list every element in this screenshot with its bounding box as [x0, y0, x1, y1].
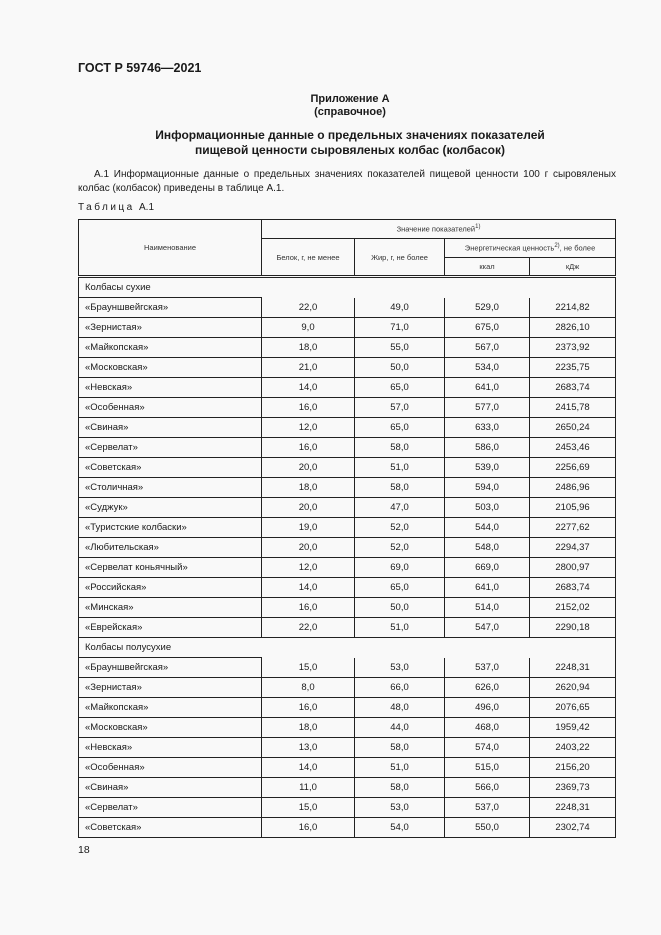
group-row: [79, 277, 616, 298]
intro-paragraph: А.1 Информационные данные о предельных значениях показателей пищевой ценности 100 г сыровяленых колбас (колбасок) приведены в таблице А.1.: [78, 169, 616, 194]
table-row: [79, 818, 616, 838]
name-cell: «Еврейская»: [79, 618, 262, 638]
kcal-cell: 675,0: [445, 318, 530, 338]
fat-cell: 69,0: [355, 558, 445, 578]
protein-cell: 9,0: [262, 318, 355, 338]
fat-cell: 58,0: [355, 438, 445, 458]
name-cell: «Российская»: [79, 578, 262, 598]
kcal-cell: 503,0: [445, 498, 530, 518]
kj-cell: 2403,22: [530, 738, 616, 758]
table-row: [79, 758, 616, 778]
kj-cell: 1959,42: [530, 718, 616, 738]
kj-cell: 2235,75: [530, 358, 616, 378]
table-row: [79, 718, 616, 738]
group-label: Колбасы полусухие: [79, 638, 616, 658]
table-label-word: Таблица: [78, 202, 135, 213]
protein-cell: 15,0: [262, 658, 355, 678]
name-cell: «Сервелат коньячный»: [79, 558, 262, 578]
kj-cell: 2076,65: [530, 698, 616, 718]
table-row: [79, 418, 616, 438]
group-label: Колбасы сухие: [79, 277, 616, 298]
protein-cell: 12,0: [262, 418, 355, 438]
protein-cell: 16,0: [262, 438, 355, 458]
table-row: [79, 318, 616, 338]
fat-cell: 51,0: [355, 758, 445, 778]
kcal-cell: 594,0: [445, 478, 530, 498]
kcal-cell: 626,0: [445, 678, 530, 698]
name-cell: «Любительская»: [79, 538, 262, 558]
fat-cell: 58,0: [355, 778, 445, 798]
table-row: [79, 558, 616, 578]
name-cell: «Свиная»: [79, 778, 262, 798]
kj-cell: 2294,37: [530, 538, 616, 558]
header-name: Наименование: [79, 220, 262, 277]
footnote-ref-1: 1): [475, 224, 481, 231]
kj-cell: 2105,96: [530, 498, 616, 518]
table-row: [79, 298, 616, 318]
table-label: [78, 202, 154, 213]
group-row: [79, 638, 616, 658]
header-kj: кДж: [530, 258, 616, 277]
footnote-ref-2: 2): [554, 243, 560, 250]
name-cell: «Майкопская»: [79, 698, 262, 718]
kj-cell: 2683,74: [530, 578, 616, 598]
name-cell: «Суджук»: [79, 498, 262, 518]
kcal-cell: 496,0: [445, 698, 530, 718]
fat-cell: 53,0: [355, 798, 445, 818]
table-row: [79, 338, 616, 358]
protein-cell: 22,0: [262, 618, 355, 638]
fat-cell: 65,0: [355, 378, 445, 398]
nutrition-table: [78, 219, 616, 838]
kcal-cell: 574,0: [445, 738, 530, 758]
kj-cell: 2248,31: [530, 658, 616, 678]
protein-cell: 20,0: [262, 538, 355, 558]
kcal-cell: 641,0: [445, 378, 530, 398]
name-cell: «Туристские колбаски»: [79, 518, 262, 538]
kcal-cell: 468,0: [445, 718, 530, 738]
protein-cell: 22,0: [262, 298, 355, 318]
kcal-cell: 544,0: [445, 518, 530, 538]
name-cell: «Свиная»: [79, 418, 262, 438]
fat-cell: 52,0: [355, 518, 445, 538]
table-row: [79, 398, 616, 418]
fat-cell: 54,0: [355, 818, 445, 838]
kcal-cell: 539,0: [445, 458, 530, 478]
kcal-cell: 566,0: [445, 778, 530, 798]
fat-cell: 71,0: [355, 318, 445, 338]
table-row: [79, 358, 616, 378]
kj-cell: 2290,18: [530, 618, 616, 638]
kj-cell: 2302,74: [530, 818, 616, 838]
fat-cell: 65,0: [355, 418, 445, 438]
table-row: [79, 698, 616, 718]
document-code: ГОСТ Р 59746—2021: [78, 61, 202, 75]
table-row: [79, 498, 616, 518]
protein-cell: 8,0: [262, 678, 355, 698]
name-cell: «Майкопская»: [79, 338, 262, 358]
kj-cell: 2152,02: [530, 598, 616, 618]
kcal-cell: 550,0: [445, 818, 530, 838]
table-row: [79, 738, 616, 758]
kj-cell: 2800,97: [530, 558, 616, 578]
kcal-cell: 514,0: [445, 598, 530, 618]
protein-cell: 18,0: [262, 718, 355, 738]
kcal-cell: 515,0: [445, 758, 530, 778]
name-cell: «Московская»: [79, 358, 262, 378]
fat-cell: 48,0: [355, 698, 445, 718]
header-fat: Жир, г, не более: [355, 239, 445, 277]
kj-cell: 2373,92: [530, 338, 616, 358]
kj-cell: 2620,94: [530, 678, 616, 698]
kj-cell: 2453,46: [530, 438, 616, 458]
kj-cell: 2650,24: [530, 418, 616, 438]
protein-cell: 18,0: [262, 338, 355, 358]
table-row: [79, 578, 616, 598]
name-cell: «Особенная»: [79, 758, 262, 778]
name-cell: «Столичная»: [79, 478, 262, 498]
name-cell: «Советская»: [79, 458, 262, 478]
kcal-cell: 547,0: [445, 618, 530, 638]
fat-cell: 49,0: [355, 298, 445, 318]
kj-cell: 2826,10: [530, 318, 616, 338]
table-row: [79, 598, 616, 618]
kj-cell: 2277,62: [530, 518, 616, 538]
name-cell: «Невская»: [79, 378, 262, 398]
kcal-cell: 586,0: [445, 438, 530, 458]
header-energy: Энергетическая ценность$^{2)}$, не более: [445, 239, 616, 258]
fat-cell: 50,0: [355, 358, 445, 378]
name-cell: «Зернистая»: [79, 678, 262, 698]
fat-cell: 58,0: [355, 738, 445, 758]
protein-cell: 19,0: [262, 518, 355, 538]
appendix-subtitle: (справочное): [314, 106, 386, 118]
name-cell: «Особенная»: [79, 398, 262, 418]
protein-cell: 20,0: [262, 458, 355, 478]
kj-cell: 2369,73: [530, 778, 616, 798]
section-title-line-2: пищевой ценности сыровяленых колбас (колбасок): [195, 143, 505, 157]
name-cell: «Невская»: [79, 738, 262, 758]
fat-cell: 44,0: [355, 718, 445, 738]
header-values-group: Значение показателей$^{1)}$: [262, 220, 616, 239]
fat-cell: 52,0: [355, 538, 445, 558]
fat-cell: 65,0: [355, 578, 445, 598]
fat-cell: 53,0: [355, 658, 445, 678]
kcal-cell: 529,0: [445, 298, 530, 318]
protein-cell: 21,0: [262, 358, 355, 378]
table-row: [79, 618, 616, 638]
kcal-cell: 537,0: [445, 658, 530, 678]
fat-cell: 47,0: [355, 498, 445, 518]
kj-cell: 2415,78: [530, 398, 616, 418]
kj-cell: 2214,82: [530, 298, 616, 318]
protein-cell: 15,0: [262, 798, 355, 818]
kcal-cell: 567,0: [445, 338, 530, 358]
section-title: [0, 128, 661, 158]
kcal-cell: 537,0: [445, 798, 530, 818]
protein-cell: 16,0: [262, 598, 355, 618]
kcal-cell: 669,0: [445, 558, 530, 578]
kcal-cell: 548,0: [445, 538, 530, 558]
protein-cell: 16,0: [262, 818, 355, 838]
kcal-cell: 534,0: [445, 358, 530, 378]
table-row: [79, 518, 616, 538]
kj-cell: 2248,31: [530, 798, 616, 818]
kj-cell: 2683,74: [530, 378, 616, 398]
kcal-cell: 577,0: [445, 398, 530, 418]
name-cell: «Московская»: [79, 718, 262, 738]
name-cell: «Зернистая»: [79, 318, 262, 338]
table-row: [79, 778, 616, 798]
kcal-cell: 633,0: [445, 418, 530, 438]
fat-cell: 57,0: [355, 398, 445, 418]
name-cell: «Брауншвейгская»: [79, 658, 262, 678]
fat-cell: 51,0: [355, 618, 445, 638]
fat-cell: 50,0: [355, 598, 445, 618]
header-kcal: ккал: [445, 258, 530, 277]
name-cell: «Советская»: [79, 818, 262, 838]
appendix-title: Приложение А: [310, 93, 390, 105]
page-number: 18: [78, 844, 90, 856]
protein-cell: 16,0: [262, 398, 355, 418]
protein-cell: 11,0: [262, 778, 355, 798]
fat-cell: 51,0: [355, 458, 445, 478]
header-protein: Белок, г, не менее: [262, 239, 355, 277]
name-cell: «Минская»: [79, 598, 262, 618]
table-row: [79, 658, 616, 678]
kcal-cell: 641,0: [445, 578, 530, 598]
fat-cell: 66,0: [355, 678, 445, 698]
name-cell: «Сервелат»: [79, 798, 262, 818]
appendix-heading: [0, 93, 661, 119]
protein-cell: 13,0: [262, 738, 355, 758]
protein-cell: 16,0: [262, 698, 355, 718]
protein-cell: 12,0: [262, 558, 355, 578]
table-body: [79, 277, 616, 838]
table-row: [79, 678, 616, 698]
section-title-line-1: Информационные данные о предельных значениях показателей: [155, 128, 545, 142]
table-row: [79, 378, 616, 398]
kj-cell: 2156,20: [530, 758, 616, 778]
table-row: [79, 538, 616, 558]
table-row: [79, 458, 616, 478]
name-cell: «Брауншвейгская»: [79, 298, 262, 318]
table-row: [79, 438, 616, 458]
table-label-number: А.1: [139, 202, 155, 213]
fat-cell: 58,0: [355, 478, 445, 498]
table-row: [79, 478, 616, 498]
fat-cell: 55,0: [355, 338, 445, 358]
table-row: [79, 798, 616, 818]
protein-cell: 14,0: [262, 378, 355, 398]
kj-cell: 2256,69: [530, 458, 616, 478]
name-cell: «Сервелат»: [79, 438, 262, 458]
kj-cell: 2486,96: [530, 478, 616, 498]
protein-cell: 14,0: [262, 758, 355, 778]
protein-cell: 14,0: [262, 578, 355, 598]
protein-cell: 18,0: [262, 478, 355, 498]
protein-cell: 20,0: [262, 498, 355, 518]
